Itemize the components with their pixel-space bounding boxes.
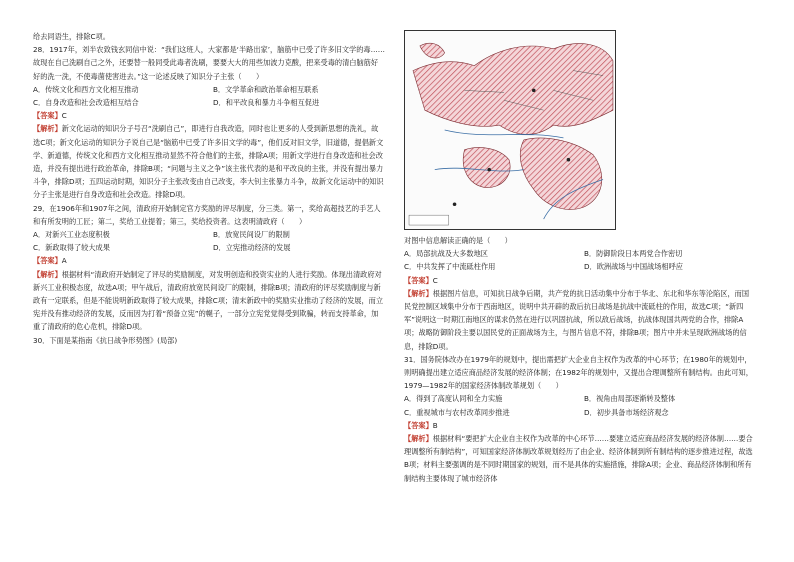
- left-column: [33, 0, 385, 562]
- question-29-stem: 29．在1906年和1907年之间，清政府开始制定官方奖励的评尽制度，分三类。第一，奖给高超技艺的手艺人和有所发明的工匠；第二，奖给工业提着；第三，奖给投资者。这表明清政府（ ）: [33, 203, 381, 226]
- map-question: 对图中信息解读正确的是（ ）: [404, 236, 512, 245]
- paragraph-intro: 给去同语生，排除C项。: [33, 32, 110, 41]
- option-c: C．中共发挥了中流砥柱作用: [404, 262, 496, 272]
- question-28-options: [33, 83, 385, 109]
- explanation-text: 新文化运动的知识分子号召“洗刷自己”，即进行自我改造，同时也让更多的人受到新思想的洗礼，故选C项；新文化运动的知识分子说自己是“脑筋中已受了许多旧文学的毒”，他们反对旧文学，旧道德，提倡新文学、新道德，传统文化和西方文化相互推动显然不符合他们的主张，排除A项；用新文学进行自身改造和社会改造，并没有提出进行政治革命，排除B项；“问题与主义之争”该主张代表的是和平改良的主张，并没有提出暴力斗争，排除D项；五四运动时期，知识分子主张改变由自己改变，李大钊主张暴力斗争，故新文化运动中的知识分子主张是进行自身改造和社会改造。排除D项。: [33, 124, 384, 200]
- option-d: D．和平改良和暴力斗争相互促进: [213, 98, 320, 108]
- option-a: A．局部抗战及大多数地区: [404, 249, 488, 259]
- question-31-answer: [404, 419, 756, 432]
- right-column: [404, 0, 756, 562]
- answer-value: C: [432, 275, 438, 285]
- question-31-explanation: [404, 432, 756, 485]
- city-dot: [453, 202, 457, 206]
- answer-label: 【答案】: [404, 275, 433, 285]
- question-28-answer: [33, 109, 385, 122]
- question-29-answer: [33, 254, 385, 267]
- city-dot: [532, 89, 536, 93]
- war-situation-map: [404, 30, 616, 230]
- option-a: A．传统文化和西方文化相互推动: [33, 84, 139, 94]
- option-c: C．重视城市与农村改革同步推进: [404, 407, 510, 417]
- option-a: A．对新兴工业态度积极: [33, 230, 110, 240]
- explanation-text: 根据图片信息，可知抗日战争后期，共产党的抗日活动集中分布于华北、东北和华东等沦陷区，而国民党控制区域集中分布于西南地区，说明中共开辟的敌后抗日战场是抗战中流砥柱的作用，故选C项；“新四军”说明这一时期江南地区的谋求仍然在进行以巩固抗战，所以敌后战场，抗战体现国共两党的合作，排除A项；战略防御阶段主要以国民党的正面战场为主，与图片信息不符，排除B项；图片中并未呈现欧洲战场的信息，排除D项。: [404, 288, 750, 351]
- explanation-text: 根据材料“要把扩大企业自主权作为改革的中心环节……要建立适应商品经济发展的经济体制……要合理调整所有制结构”，可知国家经济体制改革规划经历了由企业、经济体制到所有制结构的逐步推进过程，故选B项；材料主要强调的是不同时期国家的规划，而不是具体的实施措施，排除A项；企业、商品经济体制和所有制结构主要体现了城市经济体: [404, 434, 753, 483]
- question-30-stem: 30．下面是某指南《抗日战争形势图》(局部): [33, 335, 178, 345]
- city-dot: [487, 168, 491, 172]
- map-legend-box: [409, 215, 449, 225]
- option-c: C．自身改造和社会改造相互结合: [33, 98, 139, 108]
- map-question-explanation: [404, 287, 756, 353]
- option-c: C．新政取得了较大成果: [33, 243, 110, 253]
- explanation-text: 根据材料“清政府开始制定了评尽的奖励制度，对发明创造和投资实业的人进行奖励。体现出清政府对新兴工业积极态度，故选A项；甲午战后，清政府放宽民间设厂的限制，排除B项；清政府的评尽奖励制度与新政有一定联系，但是不能说明新政取得了较大成果，排除C项；清末新政中的奖励实业推动了经济的发展，而立宪并没有推动经济的发展，反而因为打着“预备立宪”的幌子，一部分立宪党觉得受到欺骗，转而支持革命，加重了清政府的危心危机，排除D项。: [33, 269, 384, 332]
- map-question-options: [404, 247, 756, 273]
- question-31-options: [404, 392, 756, 418]
- option-b: B．防御阶段日本两党合作密切: [584, 249, 683, 259]
- answer-label: 【答案】: [33, 111, 62, 121]
- question-29-options: [33, 228, 385, 254]
- map-question-answer: [404, 274, 756, 287]
- question-31-stem: 31．国务院体改办在1979年的规划中，提出需把扩大企业自主权作为改革的中心环节；在1980年的规划中，则明确提出建立适应商品经济发展的经济体制；在1982年的规划中，又提出合理调整所有制结构。由此可知，1979—1982年的国家经济体制改革规划（ ）: [404, 354, 753, 391]
- map-illustration: [405, 31, 615, 229]
- option-b: B．视角由局部逐渐转及整体: [584, 394, 676, 404]
- option-a: A．得到了高度认同和全力实施: [404, 394, 503, 404]
- option-b: B．文学革命和政治革命相互联系: [213, 84, 319, 94]
- question-28-explanation: [33, 122, 385, 201]
- option-d: D．立宪推动经济的发展: [213, 243, 291, 253]
- question-29-explanation: [33, 268, 385, 334]
- answer-label: 【答案】: [404, 420, 433, 430]
- question-28-stem: 28．1917年，刘半农致钱玄同信中说：“我们这班人，大家都是‘半路出家’，脑筋中已受了许多旧文学的毒……故现在自己洗刷自己之外，还要替一般同受此毒者洗刷，要要大大的用些加波力克酸，把来受毒的清白脑筋好好的洗一洗，不使毒菌使害进去。”这一论述反映了知识分子主张（ ）: [33, 45, 385, 81]
- option-b: B．放宽民间设厂的限制: [213, 230, 290, 240]
- explanation-label: 【解析】: [404, 434, 433, 444]
- option-d: D．欧洲战场与中国战场相呼应: [584, 262, 683, 272]
- explanation-label: 【解析】: [33, 269, 62, 279]
- option-d: D．初步具备市场经济观念: [584, 407, 669, 417]
- answer-label: 【答案】: [33, 256, 62, 266]
- explanation-label: 【解析】: [404, 288, 433, 298]
- answer-value: A: [61, 256, 67, 266]
- city-dot: [567, 158, 571, 162]
- answer-value: C: [61, 111, 67, 121]
- answer-value: B: [432, 420, 438, 430]
- explanation-label: 【解析】: [33, 124, 62, 134]
